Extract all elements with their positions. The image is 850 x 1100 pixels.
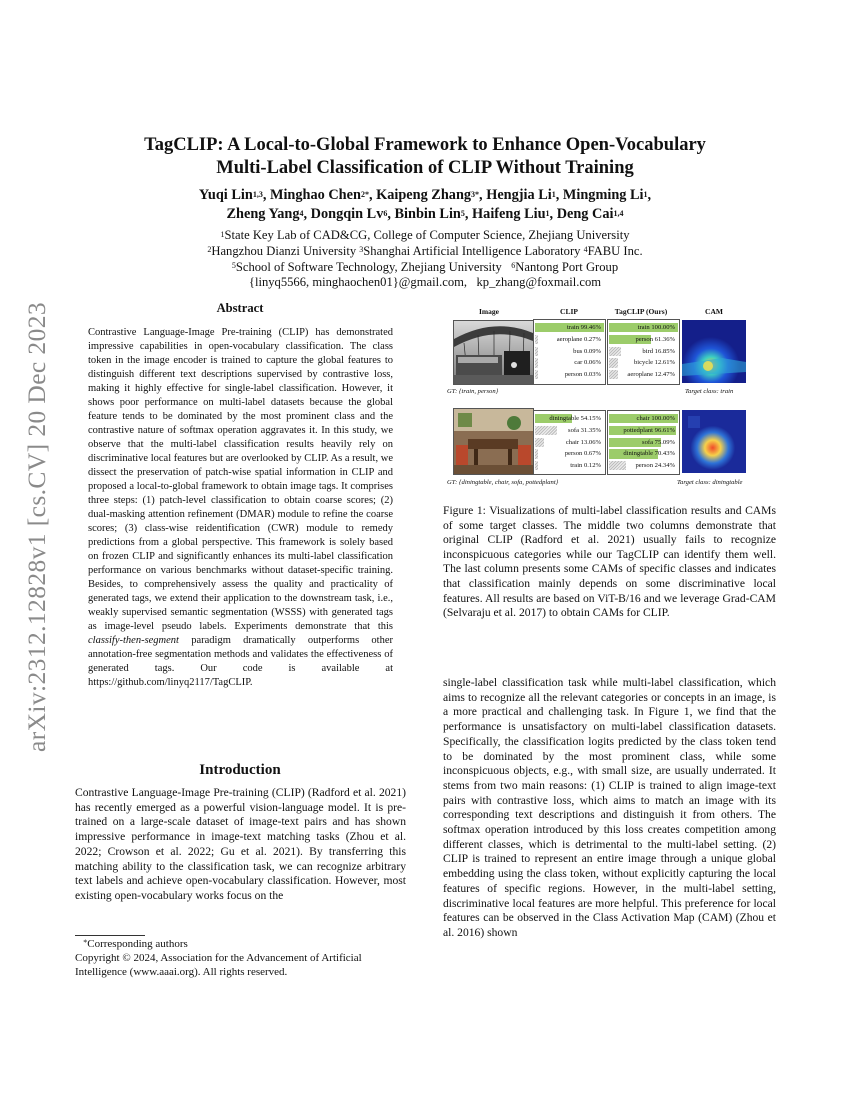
- score-bar: [535, 335, 538, 344]
- clip-scores-box: [533, 319, 606, 385]
- section-heading-introduction: Introduction: [199, 762, 281, 778]
- score-label: aeroplane 12.47%: [627, 371, 675, 379]
- affil-mark: 4: [583, 245, 588, 255]
- score-bar: [609, 358, 618, 367]
- gt-label: GT: {train, person}: [447, 388, 499, 395]
- author-affil-mark: 2*: [360, 189, 369, 199]
- score-label: sofa 31.35%: [568, 426, 601, 434]
- score-bar: [535, 347, 538, 356]
- score-row: [534, 460, 605, 471]
- author-name: Haifeng Liu: [472, 206, 546, 222]
- author-affil-mark: 1: [545, 208, 550, 218]
- score-row: [534, 346, 605, 357]
- score-label: train 0.12%: [570, 462, 601, 470]
- footnote-text: Corresponding authors: [87, 938, 188, 950]
- cam-heatmap-diningtable: [682, 410, 746, 473]
- footnote-copyright: Copyright © 2024, Association for the Advancement of Artificial Intelligence (www.aaai.org). All rights reserved.: [75, 952, 362, 978]
- score-label: train 99.46%: [566, 324, 601, 331]
- tagclip-scores-box: [607, 410, 680, 475]
- author-name: Mingming Li: [562, 187, 644, 203]
- score-bar: [609, 347, 621, 356]
- score-label: person 61.36%: [635, 335, 675, 343]
- footnote: [75, 937, 406, 979]
- score-bar: [535, 358, 538, 367]
- score-row: [534, 334, 605, 345]
- affil-text: State Key Lab of CAD&CG, College of Computer Science, Zhejiang University: [224, 228, 630, 242]
- author-affil-mark: 3*: [471, 189, 480, 199]
- score-label: bicycle 12.61%: [633, 359, 675, 367]
- score-row: [534, 357, 605, 368]
- title-line-2: Multi-Label Classification of CLIP Without Training: [216, 158, 634, 178]
- intro-paragraph-left: Contrastive Language-Image Pre-training (CLIP) (Radford et al. 2021) has recently emerged as a powerful vision-language model. It is pre-trained on a large-scale dataset of image-text pairs and has shown impressive performance in image-text matching tasks (Zhou et al. 2022; Crowson et al. 2022; Gu et al. 2021). By transferring this matching ability to the classification task, we can recognize arbitrary text labels and achieve open-vocabulary classification. However, most existing open-vocabulary works focus on the: [75, 786, 406, 902]
- score-row: [608, 334, 679, 345]
- score-bar: [535, 438, 544, 447]
- target-class-label: Target class: diningtable: [677, 479, 743, 486]
- score-row: [534, 322, 605, 333]
- author-name: Deng Cai: [556, 206, 614, 222]
- title-line-1: TagCLIP: A Local-to-Global Framework to Enhance Open-Vocabulary: [144, 135, 706, 155]
- footnote-mark: *: [83, 937, 88, 947]
- score-label: person 0.67%: [564, 450, 601, 458]
- author-affil-mark: 1: [551, 189, 556, 199]
- score-label: diningtable 70.43%: [623, 450, 675, 458]
- score-row: [608, 448, 679, 459]
- fig-col-header-cam: CAM: [705, 307, 723, 316]
- author-affil-mark: 1,4: [613, 208, 624, 218]
- gt-label: GT: {diningtable, chair, sofa, pottedplant}: [447, 479, 559, 486]
- photo-train-station: [453, 320, 534, 385]
- score-row: [534, 437, 605, 448]
- abstract-heading: Abstract: [216, 301, 264, 315]
- author-list: [80, 186, 770, 224]
- score-bar: [535, 461, 538, 470]
- affil-text: Hangzhou Dianzi University: [211, 243, 360, 258]
- abstract-text: paradigm dramatically outperforms other annotation-free segmentation methods and validates the effectiveness of generated tags. Our code is available at https://github.com/linyq2117/TagCLIP.: [88, 635, 393, 688]
- author-name: Zheng Yang: [226, 206, 300, 222]
- abstract-text: Contrastive Language-Image Pre-training (CLIP) has demonstrated impressive capabilities in open-vocabulary classification. The class token in the image encoder is trained to capture the global features to distinguish different text descriptions supervised by contrastive loss, making it highly effective for single-label classification. However, it shows poor performance on multi-label datasets because the global feature tends to be dominated by the most prominent class and the contrastive nature of softmax operation aggravates it. In this study, we observe that the multi-label classification results heavily rely on discriminative local features but are overlooked by CLIP. As a result, we dissect the preservation of patch-wise spatial information in CLIP and proposed a local-to-global framework to obtain image tags. It comprises three steps: (1) patch-level classification to obtain coarse scores; (2) dual-masking attention refinement (DMAR) module to refine the coarse scores; (3) class-wise reidentification (CWR) module to remedy predictions from a global perspective. This framework is solely based on frozen CLIP and significantly enhances its multi-label classification performance on various benchmarks without dataset-specific training. Besides, to comprehensively assess the quality and practicality of generated tags, we extend their application to the downstream task, i.e., weakly supervised semantic segmentation (WSSS) with generated tags as image-level pseudo labels. Experiments demonstrate that this: [88, 327, 393, 632]
- score-row: [608, 346, 679, 357]
- score-label: bus 0.09%: [573, 347, 601, 355]
- score-label: chair 100.00%: [636, 415, 675, 422]
- score-row: [608, 322, 679, 333]
- score-label: bird 16.85%: [642, 347, 675, 355]
- figure-1: [445, 300, 780, 490]
- tagclip-scores-box: [607, 319, 680, 385]
- affil-mark: 1: [220, 229, 225, 239]
- arxiv-stamp: [12, 292, 62, 762]
- score-bar: [609, 370, 618, 379]
- arxiv-stamp-text: arXiv:2312.12828v1 [cs.CV] 20 Dec 2023: [22, 301, 51, 753]
- affil-text: Nantong Port Group: [515, 259, 619, 274]
- author-line-1: Yuqi Lin$^{1,3}$, Minghao Chen$^{2*}$, Kaipeng Zhang$^{3*}$, Hengjia Li$^1$, Mingming Li$^1$,: [198, 187, 652, 203]
- author-name: Binbin Lin: [394, 206, 461, 222]
- author-affil-mark: 1,3: [252, 189, 263, 199]
- author-affil-mark: 1: [643, 189, 648, 199]
- fig-col-header-clip: CLIP: [560, 307, 578, 316]
- score-row: [534, 413, 605, 424]
- score-label: aeroplane 0.27%: [556, 335, 601, 343]
- cam-heatmap-train: [682, 320, 746, 383]
- contact-emails: {linyq5566, minghaochen01}@gmail.com, kp_zhang@foxmail.com: [248, 275, 602, 290]
- target-class-label: Target class: train: [685, 388, 734, 395]
- score-label: train 100.00%: [637, 324, 675, 331]
- score-label: car 0.06%: [574, 359, 601, 367]
- score-bar: [609, 461, 626, 470]
- affil-mark: 6: [511, 261, 516, 271]
- paper-title: [80, 134, 770, 180]
- fig-col-header-tagclip: TagCLIP (Ours): [614, 307, 668, 316]
- score-row: [608, 413, 679, 424]
- score-bar: [535, 449, 538, 458]
- footnote-rule: [75, 935, 145, 936]
- clip-scores-box: [533, 410, 606, 475]
- figure-1-caption: Figure 1: Visualizations of multi-label classification results and CAMs of some target classes. The middle two columns demonstrate that original CLIP (Radford et al. 2021) usually fails to recognize inconspicuous categories while our TagCLIP can identify them well. The last column presents some CAMs of specific classes and indicates that classification mainly depends on some discriminative local features. All results are based on ViT-B/16 and we leverage Grad-CAM (Selvaraju et al. 2017) to obtain CAMs for CLIP.: [443, 504, 776, 620]
- score-label: sofa 75.09%: [642, 438, 675, 446]
- author-affil-mark: 6: [383, 208, 388, 218]
- affil-text: FABU Inc.: [587, 243, 643, 258]
- score-bar: [535, 370, 538, 379]
- author-name: Hengjia Li: [486, 187, 552, 203]
- score-label: person 24.34%: [635, 462, 675, 470]
- affil-mark: 5: [231, 261, 236, 271]
- photo-dining-room: [453, 408, 534, 475]
- author-name: Yuqi Lin: [198, 187, 253, 203]
- author-name: Minghao Chen: [269, 187, 361, 203]
- score-row: [534, 425, 605, 436]
- intro-paragraph-right: single-label classification task while multi-label classification, which aims to recognize all the relevant categories or concepts in an image, is a more practical and challenging task. In Figure 1, we find that the performance is unsatisfactory on multi-label classification datasets. Specifically, the classification logits predicted by the class token tend to be dominated by the most prominent class, while some inconspicuous objects, e.g., with small size, are usually underrated. It stems from two main reasons: (1) CLIP is trained to align image-text pairs with contrastive loss, which aims to match an image with its corresponding text descriptions and distinguish it from others. The softmax operation introduced by this loss creates competition among different classes, which is detrimental to the multi-label setting. (2) CLIP is trained to represent an entire image through a unique global embedding using the class token, without explicitly capturing the local features of specific regions. However, in the multi-label setting, discriminative local features are more helpful. This preference for local features can be observed in the Class Activation Map (CAM) (Zhou et al. 2016) shown: [443, 676, 776, 939]
- affiliation-line: [80, 244, 770, 260]
- score-label: pottedplant 96.61%: [623, 426, 675, 434]
- score-row: [608, 425, 679, 436]
- score-row: [534, 369, 605, 380]
- footnote-corresponding: [75, 937, 406, 951]
- affiliation-line: [80, 228, 770, 244]
- author-affil-mark: 4: [299, 208, 304, 218]
- score-row: [608, 460, 679, 471]
- score-label: chair 13.06%: [565, 438, 601, 446]
- author-name: Kaipeng Zhang: [376, 187, 472, 203]
- score-label: diningtable 54.15%: [549, 415, 601, 422]
- affil-mark: 3: [359, 245, 364, 255]
- score-bar: [535, 426, 557, 435]
- author-name: Dongqin Lv: [310, 206, 384, 222]
- affil-mark: 2: [207, 245, 212, 255]
- score-row: [608, 369, 679, 380]
- score-row: [608, 357, 679, 368]
- abstract-body: [88, 326, 393, 690]
- affiliation-line: [80, 260, 770, 276]
- affiliations: [80, 228, 770, 291]
- abstract-emphasis: classify-then-segment: [88, 635, 179, 646]
- score-label: person 0.03%: [564, 371, 601, 379]
- fig-col-header-image: Image: [479, 307, 499, 316]
- score-row: [534, 448, 605, 459]
- author-affil-mark: 5: [460, 208, 465, 218]
- affil-text: School of Software Technology, Zhejiang University: [235, 259, 502, 274]
- author-line-2: Zheng Yang$^4$, Dongqin Lv$^6$, Binbin Lin$^5$, Haifeng Liu$^1$, Deng Cai$^{1,4}$: [226, 206, 624, 222]
- affil-text: Shanghai Artificial Intelligence Laboratory: [363, 243, 584, 258]
- score-row: [608, 437, 679, 448]
